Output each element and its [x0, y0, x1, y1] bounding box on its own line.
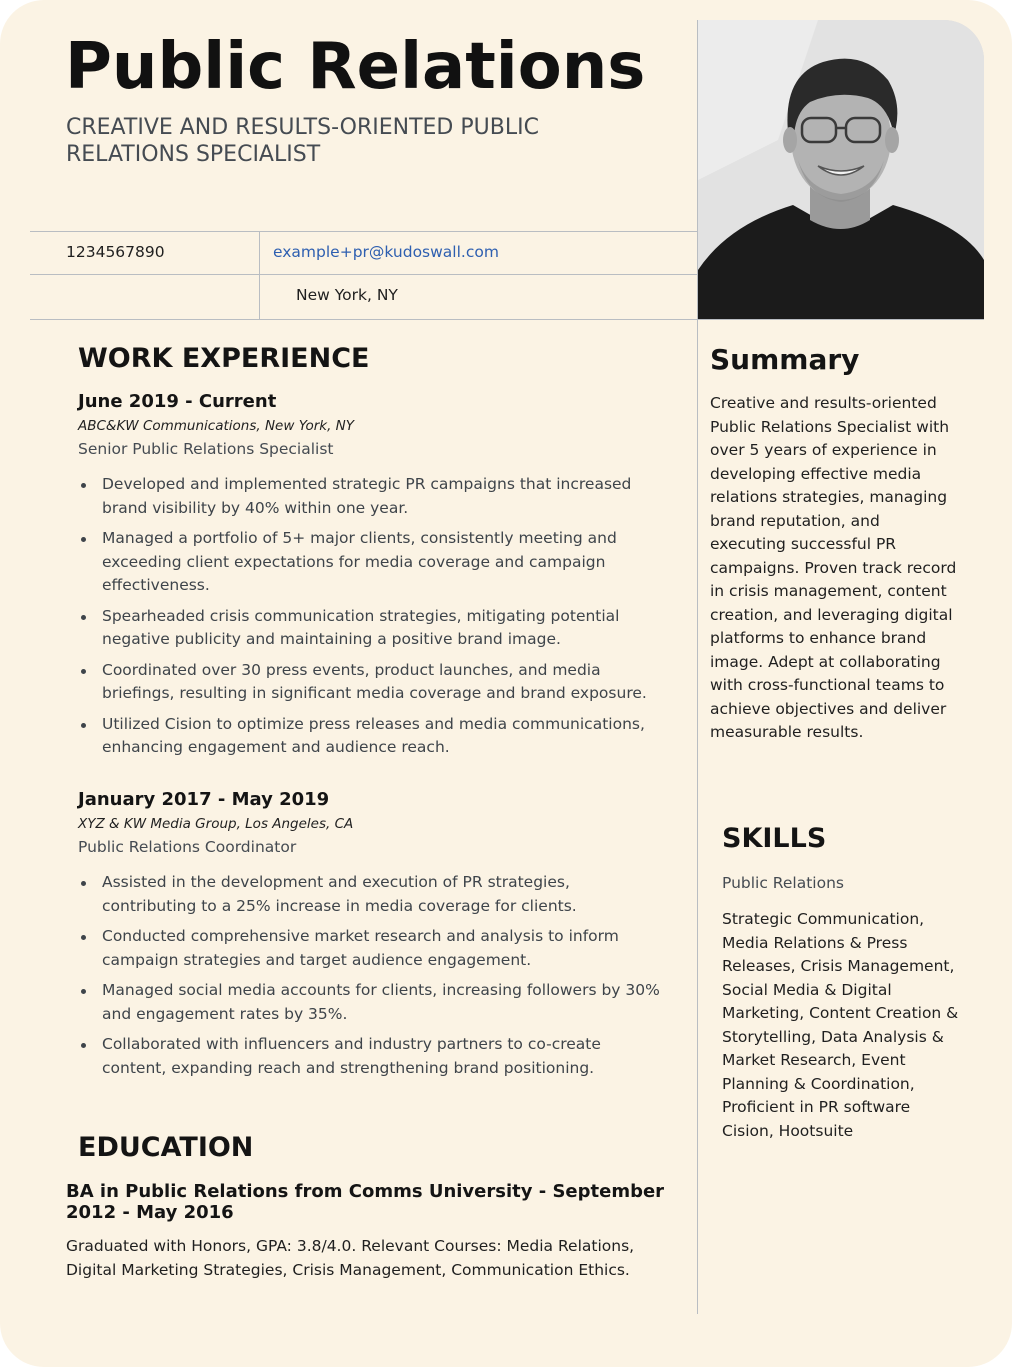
education-heading: EDUCATION [78, 1132, 254, 1163]
contact-cell-divider [259, 231, 260, 319]
skills-heading: SKILLS [722, 823, 827, 854]
job-bullet-list [78, 871, 668, 1087]
summary-text: Creative and results-oriented Public Relations Specialist with over 5 years of experience in developing effective media relations strategies, managing brand reputation, and executing successful PR campaigns. Proven track record in crisis management, content creation, and leveraging digital platforms to enhance brand image. Adept at collaborating with cross-functional teams to achieve objectives and deliver measurable results. [710, 394, 957, 741]
list-item: Managed social media accounts for clients, increasing followers by 30% and engagement rates by 35%. [78, 979, 668, 1026]
page-title: Public Relations [65, 30, 646, 104]
list-item: Spearheaded crisis communication strategies, mitigating potential negative publicity and maintaining a positive brand image. [78, 605, 668, 652]
summary-heading: Summary [710, 343, 860, 376]
list-item: Assisted in the development and execution of PR strategies, contributing to a 25% increase in media coverage for clients. [78, 871, 668, 918]
education-description: Graduated with Honors, GPA: 3.8/4.0. Relevant Courses: Media Relations, Digital Marketing Strategies, Crisis Management, Communication Ethics. [66, 1237, 635, 1279]
profile-photo [698, 20, 984, 319]
portrait-illustration [698, 20, 984, 319]
job-title: Public Relations Coordinator [78, 838, 297, 856]
list-item: Collaborated with influencers and industry partners to co-create content, expanding reach and strengthening brand positioning. [78, 1033, 668, 1080]
tagline: CREATIVE AND RESULTS-ORIENTED PUBLIC RELATIONS SPECIALIST [66, 115, 539, 167]
skill-category: Public Relations [722, 874, 844, 892]
header-bottom-divider [30, 319, 984, 320]
list-item: Developed and implemented strategic PR campaigns that increased brand visibility by 40% within one year. [78, 473, 668, 520]
education-degree: BA in Public Relations from Comms University - September 2012 - May 2016 [66, 1181, 665, 1223]
work-experience-heading: WORK EXPERIENCE [78, 343, 370, 374]
email-link[interactable]: example+pr@kudoswall.com [273, 243, 499, 261]
location: New York, NY [296, 286, 398, 304]
contact-middle-divider [30, 274, 698, 275]
list-item: Managed a portfolio of 5+ major clients, consistently meeting and exceeding client expectations for media coverage and campaign effectiveness. [78, 527, 668, 598]
job-date: June 2019 - Current [78, 391, 277, 412]
list-item: Utilized Cision to optimize press releases and media communications, enhancing engagement and audience reach. [78, 713, 668, 760]
skills-list: Strategic Communication, Media Relations & Press Releases, Crisis Management, Social Media & Digital Marketing, Content Creation & Storytelling, Data Analysis & Market Research, Event Planning & Coordination, Proficient in PR software Cision, Hootsuite [722, 910, 959, 1140]
job-date: January 2017 - May 2019 [78, 789, 330, 810]
phone-number: 1234567890 [66, 243, 165, 261]
contact-top-divider [30, 231, 698, 232]
job-company: XYZ & KW Media Group, Los Angeles, CA [78, 816, 354, 832]
job-bullet-list [78, 473, 668, 767]
list-item: Conducted comprehensive market research and analysis to inform campaign strategies and target audience engagement. [78, 925, 668, 972]
job-title: Senior Public Relations Specialist [78, 440, 334, 458]
job-company: ABC&KW Communications, New York, NY [78, 418, 355, 434]
list-item: Coordinated over 30 press events, product launches, and media briefings, resulting in significant media coverage and brand exposure. [78, 659, 668, 706]
